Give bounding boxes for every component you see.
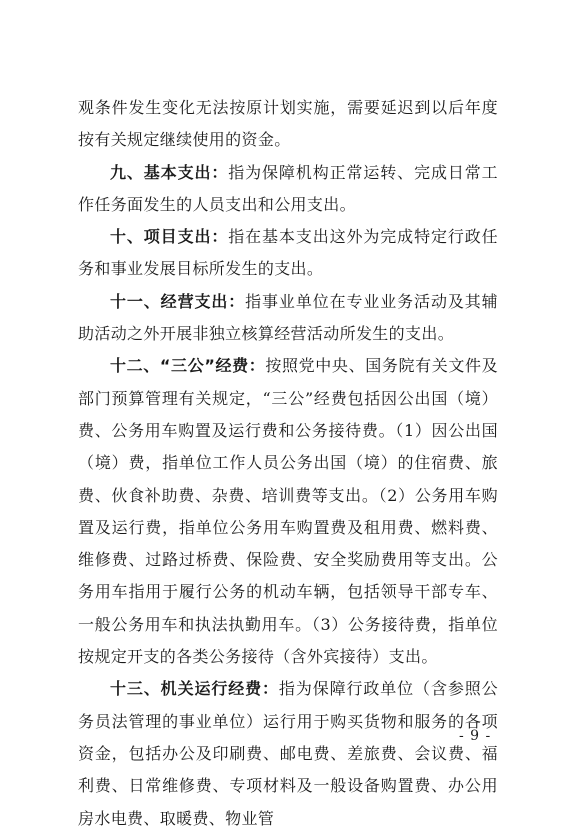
paragraph-operating-expenditure <box>78 286 498 351</box>
term-heading: 九、基本支出： <box>110 162 229 182</box>
paragraph-text: 指为保障行政单位（含参照公务员法管理的事业单位）运行用于购买货物和服务的各项资金，包括办公及印刷费、邮电费、差旅费、会议费、福利费、日常维修费、专项材料及一般设备购置费、办公用房水电费、取暖费、物业管 <box>78 679 498 828</box>
term-heading: 十、项目支出： <box>110 227 229 247</box>
paragraph-project-expenditure <box>78 221 498 286</box>
document-body <box>78 92 498 835</box>
paragraph-text: 指事业单位在专业业务活动及其辅助活动之外开展非独立核算经营活动所发生的支出。 <box>78 291 498 344</box>
term-heading: 十一、经营支出： <box>110 291 246 311</box>
term-heading: 十三、机关运行经费： <box>110 679 279 699</box>
paragraph-basic-expenditure <box>78 157 498 222</box>
term-heading: 十二、“三公”经费： <box>110 356 266 376</box>
paragraph-text: 观条件发生变化无法按原计划实施，需要延迟到以后年度按有关规定继续使用的资金。 <box>78 98 498 150</box>
paragraph-text: 指在基本支出这外为完成特定行政任务和事业发展目标所发生的支出。 <box>78 227 498 279</box>
paragraph-text: 按照党中央、国务院有关文件及部门预算管理有关规定，“三公”经费包括因公出国（境）费、公务用车购置及运行费和公务接待费。（1）因公出国（境）费，指单位工作人员公务出国（境）的住宿费、旅费、伙食补助费、杂费、培训费等支出。（2）公务用车购置及运行费，指单位公务用车购置费及租用费、燃料费、维修费、过路过桥费、保险费、安全奖励费用等支出。公务用车指用于履行公务的机动车辆，包括领导干部专车、一般公务用车和执法执勤用车。（3）公务接待费，指单位按规定开支的各类公务接待（含外宾接待）支出。 <box>78 356 498 667</box>
paragraph-three-public-expenses <box>78 350 498 673</box>
paragraph-continuation <box>78 92 498 157</box>
page-number: - 9 - <box>459 728 492 744</box>
paragraph-agency-operating-funds <box>78 673 498 834</box>
paragraph-text: 指为保障机构正常运转、完成日常工作任务面发生的人员支出和公用支出。 <box>78 162 498 214</box>
